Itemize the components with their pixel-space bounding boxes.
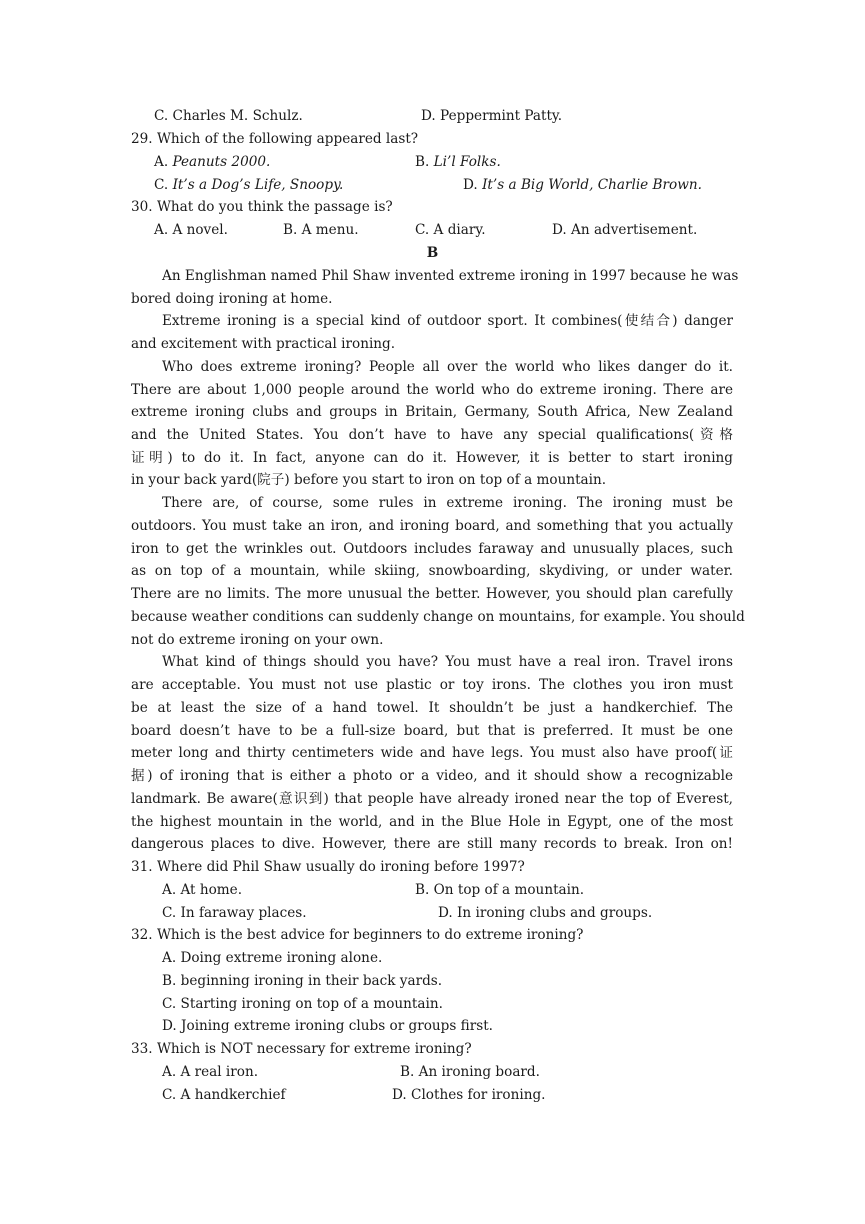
option-letter: D. xyxy=(463,177,483,193)
option-title: Peanuts 2000. xyxy=(172,154,271,170)
q32-option-a: A. Doing extreme ironing alone. xyxy=(162,950,383,966)
q31-option-c: C. In faraway places. xyxy=(162,905,307,921)
q31-option-a: A. At home. xyxy=(162,882,243,898)
q32-option-d: D. Joining extreme ironing clubs or groups first. xyxy=(162,1018,493,1034)
passage-line: There are, of course, some rules in extreme ironing. The ironing must be xyxy=(162,495,733,511)
q29-option-c xyxy=(154,176,343,194)
q33-stem: 33. Which is NOT necessary for extreme ironing? xyxy=(131,1041,472,1057)
passage-line: bored doing ironing at home. xyxy=(131,291,333,307)
passage-line: meter long and thirty centimeters wide and have legs. You must also have proof(证 xyxy=(131,745,733,761)
q29-option-a xyxy=(154,153,270,171)
q30-option-a: A. A novel. xyxy=(154,222,228,238)
q30-option-b: B. A menu. xyxy=(283,222,359,238)
passage-line: An Englishman named Phil Shaw invented extreme ironing in 1997 because he was xyxy=(162,268,739,284)
passage-line: board doesn’t have to be a full-size board, but that is preferred. It must be one xyxy=(131,723,733,739)
q30-option-c: C. A diary. xyxy=(415,222,486,238)
passage-line: outdoors. You must take an iron, and ironing board, and something that you actually xyxy=(131,518,733,534)
q32-option-b: B. beginning ironing in their back yards. xyxy=(162,973,443,989)
q29-option-d xyxy=(463,176,702,194)
passage-line: the highest mountain in the world, and in the Blue Hole in Egypt, one of the most xyxy=(131,814,733,830)
passage-line: dangerous places to dive. However, there are still many records to break. Iron on! xyxy=(131,836,733,852)
option-title: It’s a Big World, Charlie Brown. xyxy=(482,177,702,193)
q29-stem: 29. Which of the following appeared last? xyxy=(131,131,419,147)
passage-line: What kind of things should you have? You must have a real iron. Travel irons xyxy=(162,654,733,670)
passage-line: Extreme ironing is a special kind of outdoor sport. It combines(使结合) danger xyxy=(162,313,733,329)
q31-option-b: B. On top of a mountain. xyxy=(415,882,585,898)
option-title: Li’l Folks. xyxy=(433,154,501,170)
passage-line: There are about 1,000 people around the world who do extreme ironing. There are xyxy=(131,382,733,398)
q32-stem: 32. Which is the best advice for beginners to do extreme ironing? xyxy=(131,927,584,943)
passage-line: as on top of a mountain, while skiing, snowboarding, skydiving, or under water. xyxy=(131,563,733,579)
q30-option-d: D. An advertisement. xyxy=(552,222,698,238)
passage-line: and the United States. You don’t have to have any special qualifications(资格 xyxy=(131,427,733,443)
q30-stem: 30. What do you think the passage is? xyxy=(131,199,393,215)
passage-line: landmark. Be aware(意识到) that people have already ironed near the top of Everest, xyxy=(131,791,733,807)
option-letter: C. xyxy=(154,177,173,193)
option-letter: A. xyxy=(154,154,173,170)
passage-line: are acceptable. You must not use plastic or toy irons. The clothes you iron must xyxy=(131,677,733,693)
option-letter: B. xyxy=(415,154,434,170)
passage-line: Who does extreme ironing? People all over the world who likes danger do it. xyxy=(162,359,733,375)
passage-line: in your back yard(院子) before you start to iron on top of a mountain. xyxy=(131,472,607,488)
passage-line: extreme ironing clubs and groups in Britain, Germany, South Africa, New Zealand xyxy=(131,404,733,420)
passage-line: be at least the size of a hand towel. It shouldn’t be just a handkerchief. The xyxy=(131,700,733,716)
option-title: It’s a Dog’s Life, Snoopy. xyxy=(172,177,344,193)
passage-line: because weather conditions can suddenly change on mountains, for example. You should xyxy=(131,609,745,625)
q28-option-d: D. Peppermint Patty. xyxy=(421,108,563,124)
passage-line: iron to get the wrinkles out. Outdoors includes faraway and unusually places, such xyxy=(131,541,733,557)
q33-option-c: C. A handkerchief xyxy=(162,1087,286,1103)
q31-stem: 31. Where did Phil Shaw usually do ironing before 1997? xyxy=(131,859,525,875)
q33-option-b: B. An ironing board. xyxy=(400,1064,540,1080)
q31-option-d: D. In ironing clubs and groups. xyxy=(438,905,653,921)
section-heading: B xyxy=(426,245,439,261)
passage-line: not do extreme ironing on your own. xyxy=(131,632,384,648)
q33-option-d: D. Clothes for ironing. xyxy=(392,1087,546,1103)
q29-option-b xyxy=(415,153,501,171)
passage-line: and excitement with practical ironing. xyxy=(131,336,396,352)
q28-option-c: C. Charles M. Schulz. xyxy=(154,108,303,124)
q32-option-c: C. Starting ironing on top of a mountain. xyxy=(162,996,443,1012)
q33-option-a: A. A real iron. xyxy=(162,1064,259,1080)
passage-line: 据) of ironing that is either a photo or a video, and it should show a recognizable xyxy=(131,768,733,784)
passage-line: 证明) to do it. In fact, anyone can do it. However, it is better to start ironing xyxy=(131,450,733,466)
passage-line: There are no limits. The more unusual the better. However, you should plan carefully xyxy=(131,586,733,602)
